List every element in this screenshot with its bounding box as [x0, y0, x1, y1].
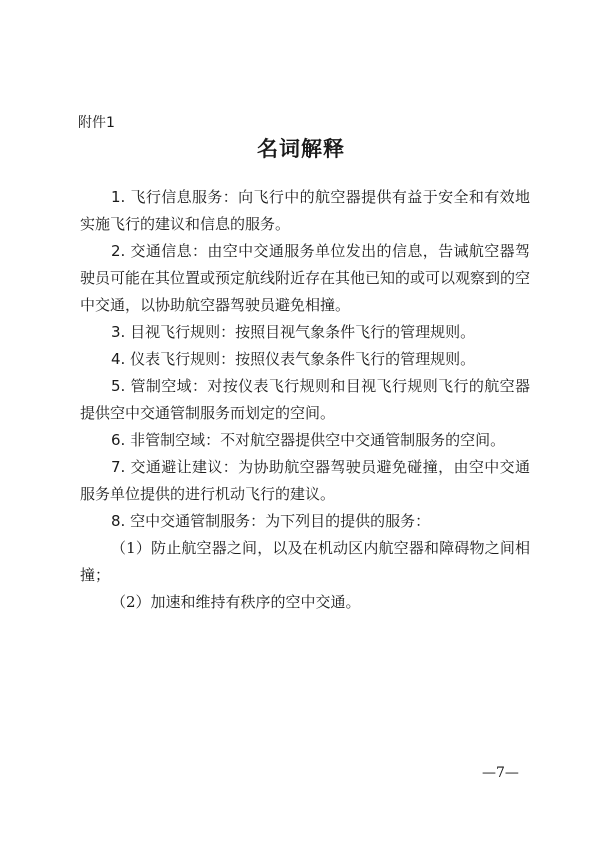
definition-item-2 — [80, 238, 530, 319]
page-number: —7— — [482, 765, 519, 781]
definition-text: 对按仪表飞行规则和目视飞行规则飞行的航空器提供空中交通管制服务而划定的空间。 — [80, 377, 530, 422]
definitions-body — [80, 184, 530, 616]
definition-text: 向飞行中的航空器提供有益于安全和有效地实施飞行的建议和信息的服务。 — [80, 188, 530, 233]
definition-text: 不对航空器提供空中交通管制服务的空间。 — [220, 431, 506, 449]
definition-term: 3. 目视飞行规则： — [111, 323, 236, 341]
definition-text: 按照目视气象条件飞行的管理规则。 — [235, 323, 476, 341]
definition-item-7 — [80, 454, 530, 508]
definition-term: 4. 仪表飞行规则： — [111, 350, 236, 368]
definition-text: 由空中交通服务单位发出的信息，告诫航空器驾驶员可能在其位置或预定航线附近存在其他已知的或可以观察到的空中交通，以协助航空器驾驶员避免相撞。 — [80, 242, 531, 314]
definition-item-5 — [80, 373, 530, 427]
definition-text: 为下列目的提供的服务： — [265, 512, 431, 530]
definition-term: 1. 飞行信息服务： — [111, 188, 239, 206]
definition-item-3 — [80, 319, 530, 346]
definition-term: 8. 空中交通管制服务： — [111, 512, 266, 530]
definition-term: 2. 交通信息： — [111, 242, 208, 260]
definition-text: 按照仪表气象条件飞行的管理规则。 — [235, 350, 476, 368]
definition-text: 为协助航空器驾驶员避免碰撞，由空中交通服务单位提供的进行机动飞行的建议。 — [80, 458, 530, 503]
definition-term: 5. 管制空域： — [111, 377, 208, 395]
definition-item-1 — [80, 184, 530, 238]
page-title: 名词解释 — [257, 137, 345, 161]
definition-item-8 — [80, 508, 530, 535]
sub-item-1: （1）防止航空器之间，以及在机动区内航空器和障碍物之间相撞； — [80, 539, 530, 584]
definition-item-6 — [80, 427, 530, 454]
attachment-label: 附件1 — [78, 115, 115, 131]
sub-item-2: （2）加速和维持有秩序的空中交通。 — [111, 593, 361, 611]
definition-term: 6. 非管制空域： — [111, 431, 221, 449]
definition-item-4 — [80, 346, 530, 373]
definition-term: 7. 交通避让建议： — [111, 458, 239, 476]
